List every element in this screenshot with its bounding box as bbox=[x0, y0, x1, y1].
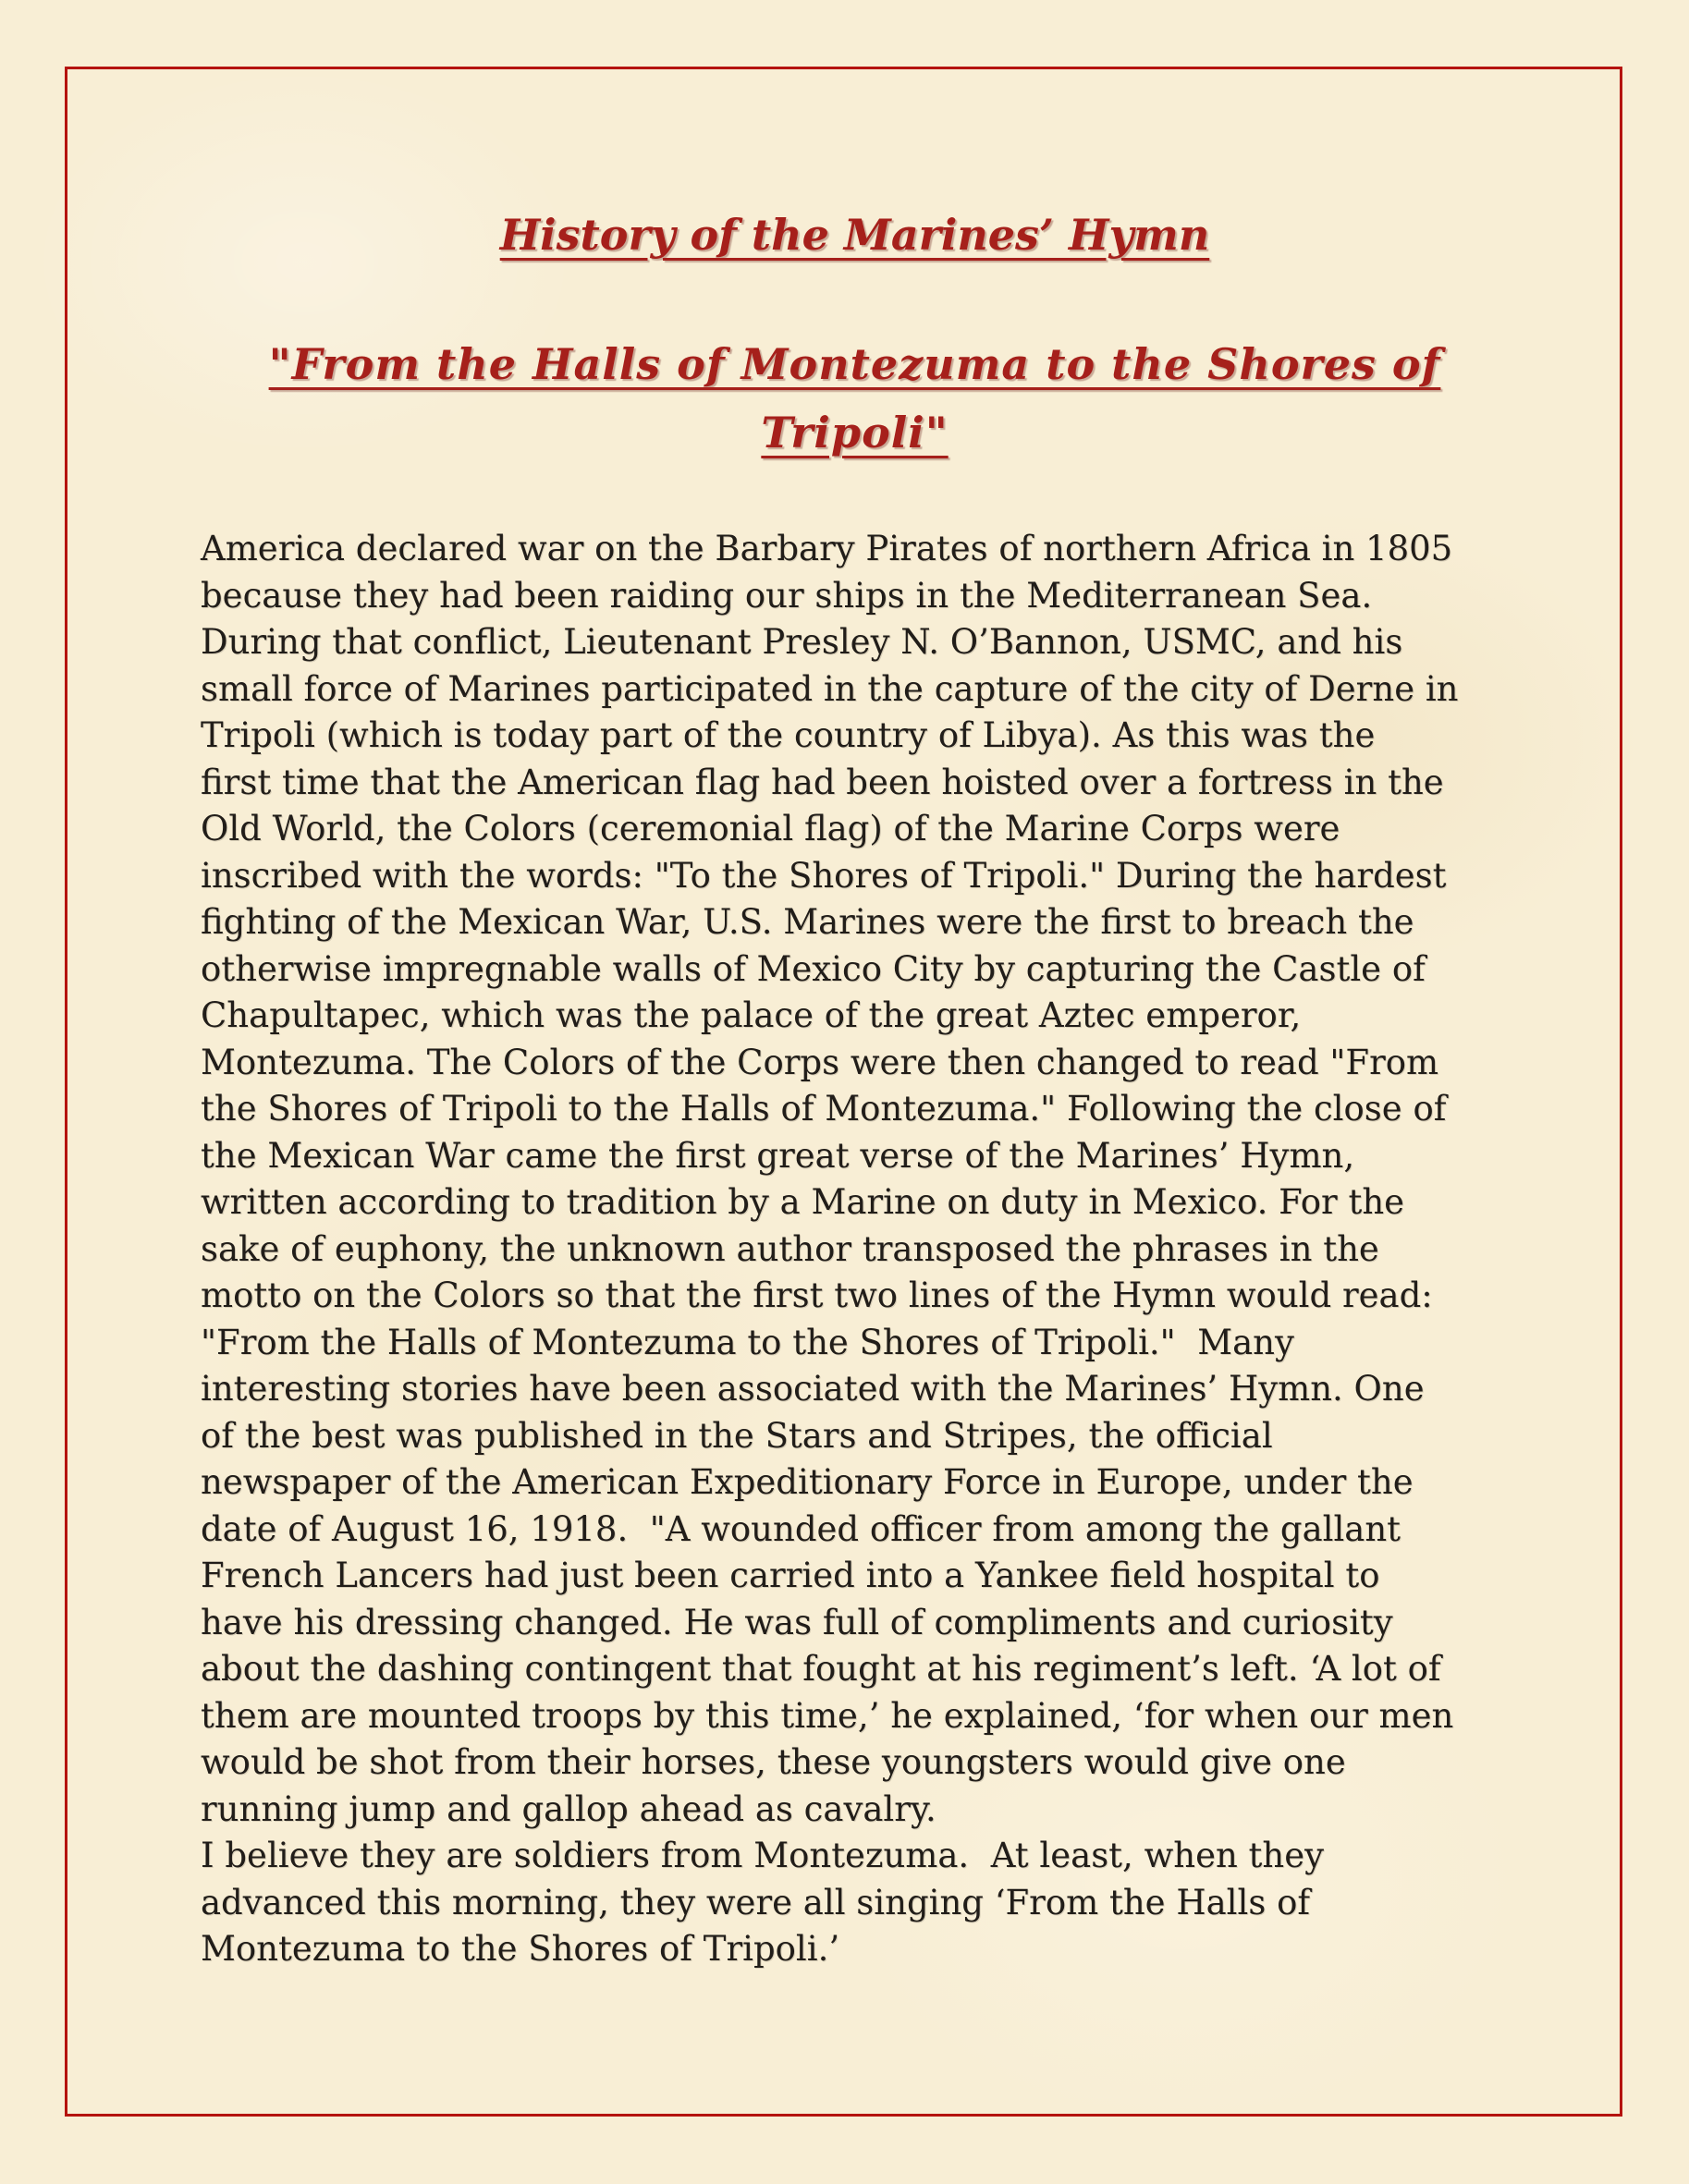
body-line: I believe they are soldiers from Montezuma. At least, when they bbox=[201, 1836, 1325, 1875]
page-title-text: History of the Marines’ Hymn bbox=[499, 210, 1210, 260]
body-line: have his dressing changed. He was full of compliments and curiosity bbox=[201, 1602, 1393, 1642]
body-line: fighting of the Mexican War, U.S. Marines were the first to breach the bbox=[201, 902, 1414, 942]
body-line: about the dashing contingent that fought at his regiment’s left. ‘A lot of bbox=[201, 1649, 1441, 1689]
body-line: written according to tradition by a Marine on duty in Mexico. For the bbox=[201, 1182, 1405, 1222]
body-line: of the best was published in the Stars and Stripes, the official bbox=[201, 1415, 1273, 1456]
body-line: Montezuma to the Shores of Tripoli.’ bbox=[201, 1929, 840, 1969]
body-line: date of August 16, 1918. "A wounded officer from among the gallant bbox=[201, 1508, 1401, 1549]
body-line: Old World, the Colors (ceremonial flag) of the Marine Corps were bbox=[201, 809, 1340, 848]
body-line: Tripoli (which is today part of the country of Libya). As this was the bbox=[201, 715, 1376, 755]
body-line: Montezuma. The Colors of the Corps were then changed to read "From bbox=[201, 1042, 1439, 1082]
body-line: French Lancers had just been carried into a Yankee field hospital to bbox=[201, 1556, 1380, 1595]
body-line: the Shores of Tripoli to the Halls of Montezuma." Following the close of bbox=[201, 1089, 1447, 1129]
body-line: because they had been raiding our ships in the Mediterranean Sea. bbox=[201, 575, 1373, 616]
body-line: newspaper of the American Expeditionary Force in Europe, under the bbox=[201, 1462, 1414, 1502]
body-line: interesting stories have been associated with the Marines’ Hymn. One bbox=[201, 1369, 1425, 1409]
body-line: running jump and gallop ahead as cavalry. bbox=[201, 1788, 936, 1829]
body-line: sake of euphony, the unknown author transposed the phrases in the bbox=[201, 1228, 1379, 1269]
body-line: Chapultapec, which was the palace of the great Aztec emperor, bbox=[201, 995, 1302, 1035]
body-paragraph bbox=[201, 526, 1509, 1973]
page-border-frame bbox=[65, 67, 1622, 2117]
page-subtitle bbox=[201, 330, 1509, 467]
body-line: "From the Halls of Montezuma to the Shores of Tripoli." Many bbox=[201, 1322, 1294, 1362]
page-subtitle-line-2: Tripoli" bbox=[761, 408, 949, 458]
body-line: the Mexican War came the first great verse of the Marines’ Hymn, bbox=[201, 1135, 1355, 1176]
body-line: motto on the Colors so that the first two lines of the Hymn would read: bbox=[201, 1275, 1433, 1315]
page-title bbox=[201, 210, 1509, 260]
body-line: During that conflict, Lieutenant Presley N. O’Bannon, USMC, and his bbox=[201, 622, 1403, 662]
body-line: first time that the American flag had been hoisted over a fortress in the bbox=[201, 762, 1444, 802]
page-subtitle-line-1: "From the Halls of Montezuma to the Shores of bbox=[268, 339, 1441, 389]
body-line: inscribed with the words: "To the Shores of Tripoli." During the hardest bbox=[201, 855, 1447, 896]
body-line: America declared war on the Barbary Pirates of northern Africa in 1805 bbox=[201, 529, 1453, 568]
body-line: them are mounted troops by this time,’ he explained, ‘for when our men bbox=[201, 1695, 1454, 1736]
body-line: otherwise impregnable walls of Mexico City by capturing the Castle of bbox=[201, 948, 1426, 989]
body-line: small force of Marines participated in the capture of the city of Derne in bbox=[201, 668, 1459, 709]
body-line: would be shot from their horses, these youngsters would give one bbox=[201, 1742, 1346, 1782]
page-content bbox=[67, 69, 1620, 1973]
body-line: advanced this morning, they were all singing ‘From the Halls of bbox=[201, 1882, 1311, 1922]
